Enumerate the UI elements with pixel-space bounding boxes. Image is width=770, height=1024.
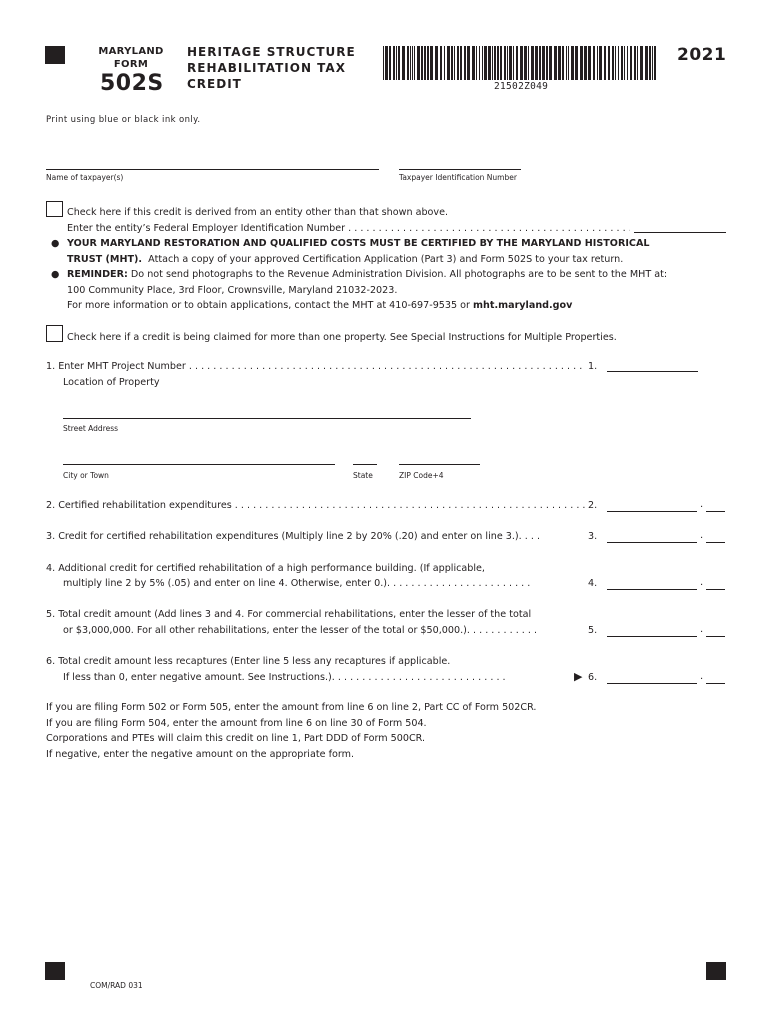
entity-checkbox[interactable] [46, 201, 63, 217]
certification-notice-line2 [67, 252, 623, 268]
fein-label [67, 221, 630, 237]
line1-label-text: 1. Enter MHT Project Number . . . [46, 361, 586, 372]
street-address-field[interactable] [63, 418, 471, 419]
registration-mark-bottom-left [45, 962, 65, 980]
arrow-right-icon: ▶ [574, 670, 583, 683]
line3-ref: 3. [588, 531, 598, 542]
form-word: FORM [113, 59, 149, 70]
barcode-icon [383, 46, 658, 80]
taxpayer-id-field[interactable] [399, 169, 521, 170]
certification-heading: YOUR MARYLAND RESTORATION AND QUALIFIED COSTS MUST BE CERTIFIED BY THE MARYLAND HISTORICAL [67, 238, 650, 249]
footer-note: If negative, enter the negative amount on the appropriate form. [46, 749, 354, 760]
line4-ref: 4. [588, 578, 598, 589]
line4-amount-field[interactable]: . [607, 580, 725, 590]
mht-website-link[interactable]: mht.maryland.gov [473, 300, 573, 311]
line2-label-text: 2. Certified rehabilitation expenditures . . . [46, 500, 586, 511]
entity-check-label: Check here if this credit is derived from an entity other than that shown above. [67, 207, 449, 218]
form-title-line3: CREDIT [187, 77, 242, 91]
line6-label-line1: 6. Total credit amount less recaptures (Enter line 5 less any recaptures if applicable. [46, 656, 451, 667]
multiple-properties-label: Check here if a credit is being claimed for more than one property. See Special Instructions for Multiple Properties. [67, 332, 617, 343]
fein-field[interactable] [634, 232, 726, 233]
mht-contact-text: For more information or to obtain applications, contact the MHT at 410-697-9535 or [67, 300, 470, 311]
registration-mark-bottom-right [706, 962, 726, 980]
reminder-line [67, 267, 667, 283]
zip-field[interactable] [399, 464, 480, 465]
line6-label-line2: If less than 0, enter negative amount. See Instructions.). . . . . . . . . . . . . . . . . . . . . . . . . . . . . [63, 672, 506, 683]
ink-instruction: Print using blue or black ink only. [46, 115, 201, 125]
line5-label-line1: 5. Total credit amount (Add lines 3 and 4. For commercial rehabilitations, enter the lesser of the total [46, 609, 532, 620]
city-field[interactable] [63, 464, 335, 465]
certification-notice-line1 [67, 236, 650, 252]
state-field[interactable] [353, 464, 377, 465]
line6-ref: 6. [588, 672, 598, 683]
form-state-label [96, 45, 166, 71]
state-label: State [353, 471, 373, 480]
form-title-line1: HERITAGE STRUCTURE [187, 45, 356, 59]
barcode-text: 21502Z049 [494, 81, 549, 92]
reminder-label: REMINDER: [67, 269, 128, 280]
taxpayer-name-label: Name of taxpayer(s) [46, 173, 124, 182]
line4-label-line2: multiply line 2 by 5% (.05) and enter on line 4. Otherwise, enter 0.). . . . . . . . . . . . . . . . . . . . . . . . [63, 578, 531, 589]
certification-trust: TRUST (MHT). [67, 254, 143, 265]
form-title-line2: REHABILITATION TAX [187, 61, 346, 75]
form-title [187, 44, 356, 92]
line2-amount-field[interactable]: . [607, 502, 725, 512]
mht-project-number-field[interactable] [607, 371, 698, 372]
footer-note: If you are filing Form 502 or Form 505, enter the amount from line 6 on line 2, Part CC of Form 502CR. [46, 702, 537, 713]
location-label: Location of Property [63, 377, 160, 388]
zip-label: ZIP Code+4 [399, 471, 444, 480]
tax-year: 2021 [677, 45, 727, 65]
mht-contact [67, 298, 572, 314]
footer-note: Corporations and PTEs will claim this credit on line 1, Part DDD of Form 500CR. [46, 733, 426, 744]
line1-ref: 1. [588, 361, 598, 372]
line5-label-line2: or $3,000,000. For all other rehabilitations, enter the lesser of the total or $50,000.). . . . . . . . . . . . [63, 625, 538, 636]
multiple-properties-checkbox[interactable] [46, 325, 63, 342]
mht-address: 100 Community Place, 3rd Floor, Crownsville, Maryland 21032-2023. [67, 285, 398, 296]
fein-label-text: Enter the entity’s Federal Employer Identification Number . . . [67, 223, 630, 234]
line1-label [46, 359, 586, 375]
line5-ref: 5. [588, 625, 598, 636]
state-name: MARYLAND [98, 46, 164, 57]
bullet-icon: ● [51, 269, 60, 280]
taxpayer-name-field[interactable] [46, 169, 379, 170]
form-number: 502S [100, 71, 164, 96]
line3-label: 3. Credit for certified rehabilitation expenditures (Multiply line 2 by 20% (.20) and enter on line 3.). . . . [46, 531, 541, 542]
line4-label-line1: 4. Additional credit for certified rehabilitation of a high performance building. (If applicable, [46, 563, 485, 574]
line2-ref: 2. [588, 500, 598, 511]
line3-amount-field[interactable]: . [607, 533, 725, 543]
footer-note: If you are filing Form 504, enter the amount from line 6 on line 30 of Form 504. [46, 718, 427, 729]
city-label: City or Town [63, 471, 109, 480]
line2-label [46, 498, 586, 514]
bullet-icon: ● [51, 238, 60, 249]
taxpayer-id-label: Taxpayer Identification Number [399, 173, 517, 182]
registration-mark-top-left [45, 46, 65, 64]
street-address-label: Street Address [63, 424, 119, 433]
reminder-text: Do not send photographs to the Revenue Administration Division. All photographs are to be sent to the MHT at: [130, 269, 668, 280]
certification-attach-text: Attach a copy of your approved Certification Application (Part 3) and Form 502S to your tax return. [148, 254, 624, 265]
line5-amount-field[interactable]: . [607, 627, 725, 637]
line6-amount-field[interactable]: . [607, 674, 725, 684]
form-code: COM/RAD 031 [90, 981, 143, 990]
